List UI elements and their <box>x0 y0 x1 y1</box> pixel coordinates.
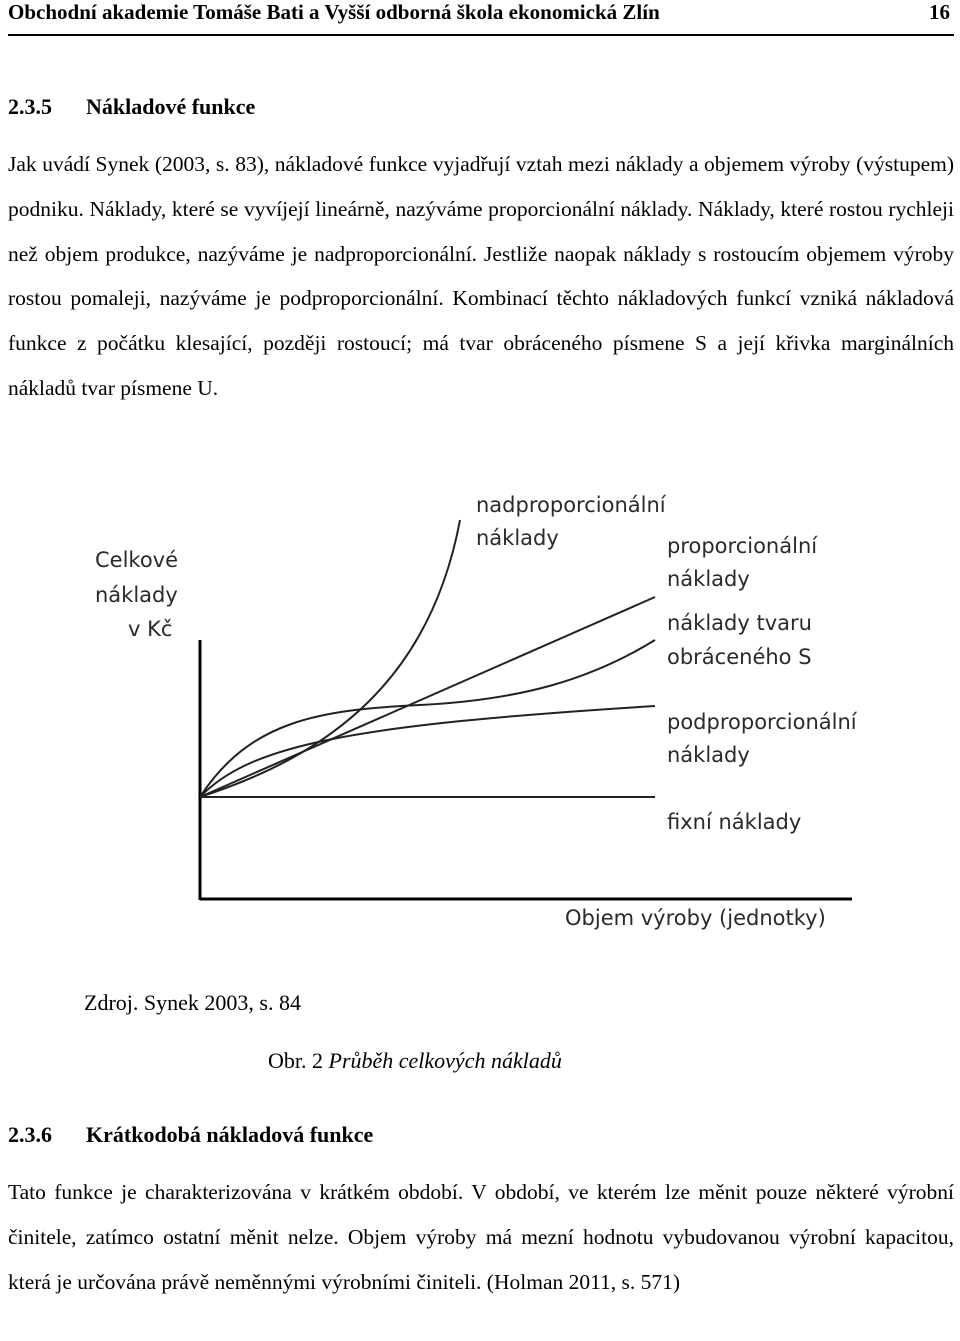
y-axis-label-line-2: náklady <box>95 583 178 607</box>
school-name: Obchodní akademie Tomáše Bati a Vyšší odborná škola ekonomická Zlín <box>8 0 660 24</box>
section-paragraph: Tato funkce je charakterizována v krátkém období. V období, ve kterém lze měnit pouze některé výrobní činitele, zatímco ostatní měnit nelze. Objem výroby má mezní hodnotu vybudovanou výrobní kapacitou, která je určována právě neměnnými výrobními činiteli. (Holman 2011, s. 571) <box>8 1180 954 1294</box>
figure-caption <box>268 1048 562 1074</box>
label-underproportional-1: podproporcionální <box>667 710 857 734</box>
section-number: 2.3.6 <box>8 1122 52 1147</box>
section-number: 2.3.5 <box>8 94 52 119</box>
page-number: 16 <box>929 0 950 24</box>
label-overproportional-1: nadproporcionální <box>476 493 666 517</box>
caption-prefix: Obr. 2 <box>268 1048 323 1073</box>
curve-inverse-s-costs <box>200 640 655 797</box>
caption-title: Průběh celkových nákladů <box>328 1048 562 1073</box>
label-proportional-2: náklady <box>667 567 750 591</box>
y-axis-label-line-3: v Kč <box>128 617 173 641</box>
section-heading-kratkodoba <box>8 1122 373 1148</box>
label-proportional-1: proporcionální <box>667 534 818 558</box>
x-axis-label: Objem výroby (jednotky) <box>565 906 826 930</box>
section-title: Nákladové funkce <box>86 94 256 119</box>
label-inverse-s-2: obráceného S <box>667 645 812 669</box>
y-axis-label-line-1: Celkové <box>95 548 179 572</box>
label-underproportional-2: náklady <box>667 743 750 767</box>
curve-overproportional-costs <box>200 520 460 797</box>
curve-underproportional-costs <box>200 706 655 797</box>
section-paragraph: Jak uvádí Synek (2003, s. 83), nákladové funkce vyjadřují vztah mezi náklady a objemem výroby (výstupem) podniku. Náklady, které se vyvíjejí lineárně, nazýváme proporcionální náklady. Náklady, které rostou rychleji než objem produkce, nazýváme je nadproporcionální. Jestliže naopak náklady s rostoucím objemem výroby rostou pomaleji, nazýváme je podproporcionální. Kombinací těchto nákladových funkcí vzniká nákladová funkce z počátku klesající, později rostoucí; má tvar obráceného písmene S a její křivka marginálních nákladů tvar písmene U. <box>8 152 954 400</box>
label-fixed-costs: fixní náklady <box>667 810 802 834</box>
label-overproportional-2: náklady <box>476 526 559 550</box>
curve-proportional-costs <box>200 597 655 797</box>
label-inverse-s-1: náklady tvaru <box>667 611 812 635</box>
section-title: Krátkodobá nákladová funkce <box>86 1122 374 1147</box>
figure-source: Zdroj. Synek 2003, s. 84 <box>84 990 301 1015</box>
